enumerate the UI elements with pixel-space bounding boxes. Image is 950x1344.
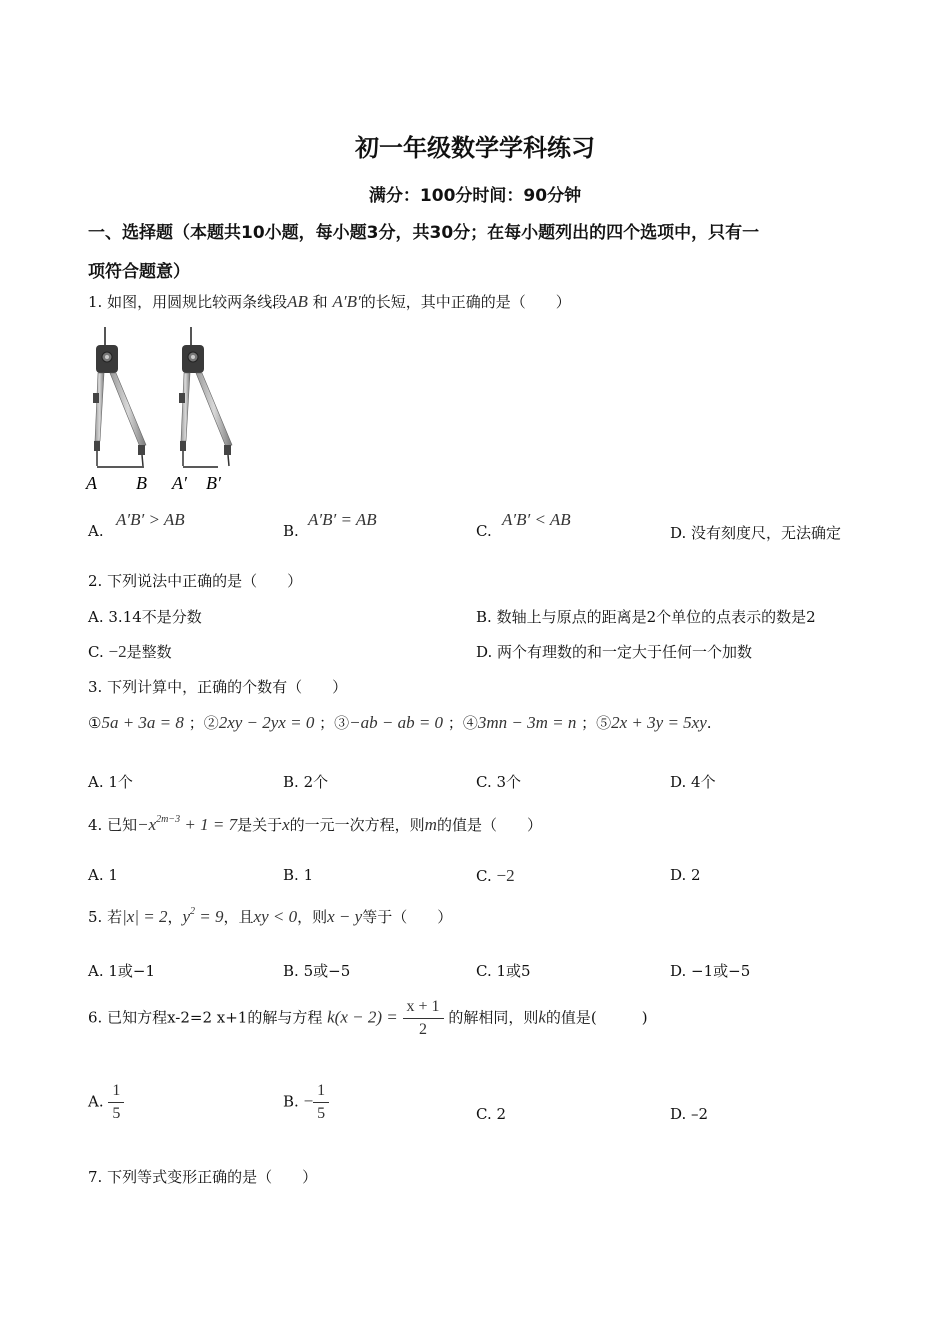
compass-icon — [93, 327, 146, 466]
segment-a2b2: A′B′ — [332, 292, 361, 311]
q4-option-c[interactable]: C. −2 — [476, 866, 515, 885]
label-a-prime: A′ — [172, 473, 187, 493]
question-7-stem: 7. 下列等式变形正确的是（ ） — [88, 1168, 318, 1186]
label-b: B — [136, 473, 147, 493]
q6-fraction: $\frac{x + 1}{2}$ — [403, 996, 444, 1041]
q1-option-b-math: A′B′ = AB — [308, 510, 377, 529]
question-4-stem: 4. 已知$-x^{2m-3} + 1 = 7$是关于x的一元一次方程，则m的值是（ ） — [88, 814, 542, 834]
q1-number: 1. — [88, 293, 103, 311]
q3-option-a[interactable]: A. 1个 — [88, 773, 133, 791]
compass-figure — [84, 323, 254, 495]
q6-option-a[interactable]: A. $\frac{1}{5}$ — [88, 1080, 124, 1125]
q6-option-b[interactable]: B. − $\frac{1}{5}$ — [283, 1080, 329, 1125]
q1-option-c[interactable]: C. — [476, 522, 492, 540]
question-3-stem: 3. 下列计算中，正确的个数有（ ） — [88, 678, 348, 696]
q1-option-a[interactable]: A. — [88, 522, 104, 540]
q5-option-a[interactable]: A. 1或−1 — [88, 962, 156, 980]
q3-option-c[interactable]: C. 3个 — [476, 773, 522, 791]
q4-option-a[interactable]: A. 1 — [88, 866, 118, 884]
q2-option-b[interactable]: B. 数轴上与原点的距离是2个单位的点表示的数是2 — [476, 608, 816, 626]
q5-option-c[interactable]: C. 1或5 — [476, 962, 531, 980]
q2-option-a[interactable]: A. 3.14不是分数 — [88, 608, 202, 626]
q4-equation: $-x^{2m-3} + 1 = 7$ — [137, 814, 238, 834]
q4-option-d[interactable]: D. 2 — [670, 866, 701, 884]
q3-items: ①5a + 3a = 8 ；②2xy − 2yx = 0 ；③−ab − ab = 0 ；④3mn − 3m = n ；⑤2x + 3y = 5xy. — [88, 713, 712, 732]
q2-option-c[interactable]: C. −2是整数 — [88, 642, 172, 661]
q1-option-c-math: A′B′ < AB — [502, 510, 571, 529]
q2-option-d[interactable]: D. 两个有理数的和一定大于任何一个加数 — [476, 643, 753, 661]
q4-option-b[interactable]: B. 1 — [283, 866, 314, 884]
q3-option-d[interactable]: D. 4个 — [670, 773, 716, 791]
question-6-stem: 6. 已知方程x-2=2 x+1的解与方程 k(x − 2) = $\frac{x + 1}{2}$ 的解相同，则k的值是( ) — [88, 996, 648, 1041]
q6-option-b-fraction: $\frac{1}{5}$ — [313, 1080, 329, 1125]
q5-option-b[interactable]: B. 5或−5 — [283, 962, 351, 980]
segment-ab: AB — [287, 292, 308, 311]
q5-square: $y^2 = 9$ — [182, 906, 224, 926]
q1-option-b[interactable]: B. — [283, 522, 299, 540]
page-title: 初一年级数学学科练习 — [355, 134, 595, 162]
q5-option-d[interactable]: D. −1或−5 — [670, 962, 751, 980]
q1-option-a-math: A′B′ > AB — [116, 510, 185, 529]
page-subtitle: 满分：100分时间：90分钟 — [368, 186, 582, 206]
question-5-stem: 5. 若|x| = 2，$y^2 = 9$，且xy < 0，则x − y等于（ ） — [88, 906, 453, 926]
compass-icon — [179, 327, 232, 466]
q3-option-b[interactable]: B. 2个 — [283, 773, 329, 791]
question-1-stem: 1. 如图，用圆规比较两条线段AB 和 A′B′的长短，其中正确的是（ ） — [88, 292, 571, 311]
q1-option-d[interactable]: D. 没有刻度尺，无法确定 — [670, 524, 842, 542]
q6-option-c[interactable]: C. 2 — [476, 1105, 507, 1123]
q6-option-d[interactable]: D. –2 — [670, 1105, 709, 1123]
section-heading: 一、选择题（本题共10小题，每小题3分，共30分；在每小题列出的四个选项中，只有一 — [88, 223, 760, 243]
label-b-prime: B′ — [206, 473, 221, 493]
section-heading-cont: 项符合题意） — [88, 262, 190, 282]
q6-option-a-fraction: $\frac{1}{5}$ — [108, 1080, 124, 1125]
label-a: A — [86, 473, 97, 493]
question-2-stem: 2. 下列说法中正确的是（ ） — [88, 572, 303, 590]
